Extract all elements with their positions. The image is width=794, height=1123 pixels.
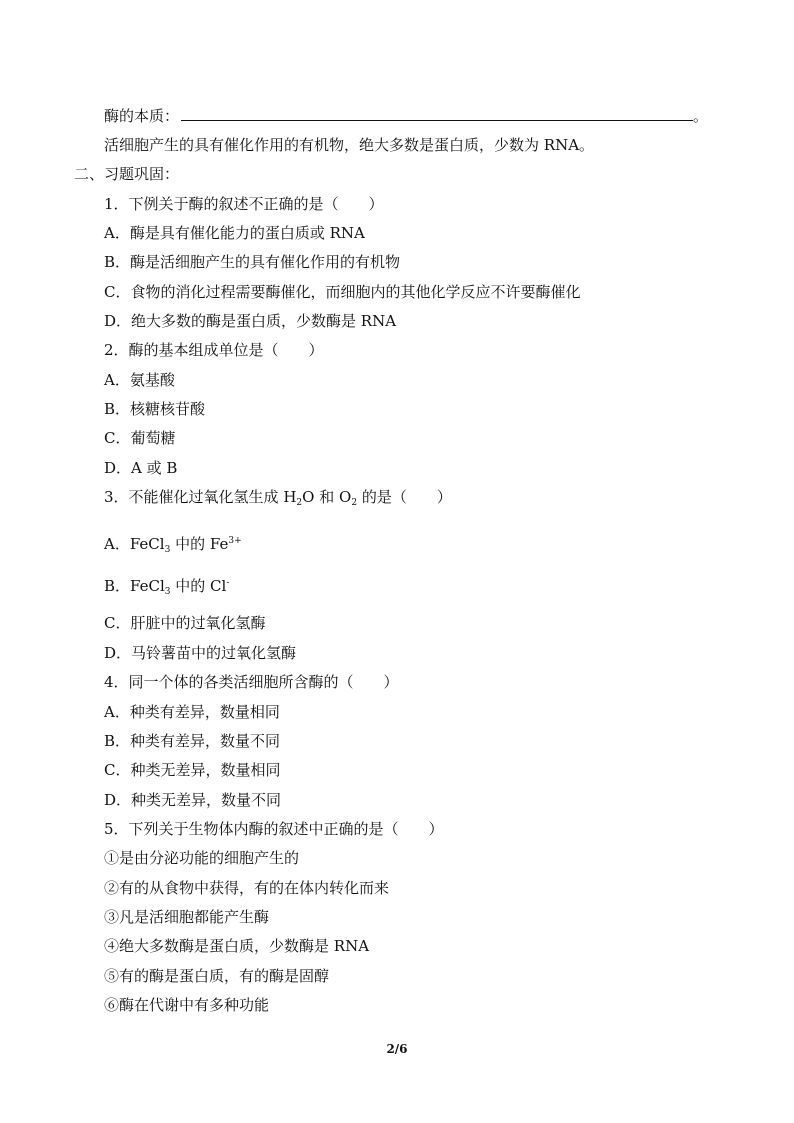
q3-h-sub: 2 <box>296 498 303 508</box>
q5-item: ①是由分泌功能的细胞产生的 <box>104 849 300 867</box>
q3-stem <box>104 487 452 513</box>
q4-option-a: A．种类有差异，数量相同 <box>104 703 280 721</box>
q3-option-d: D．马铃薯苗中的过氧化氢酶 <box>104 644 297 662</box>
page-number: 2/6 <box>386 1042 408 1056</box>
essence-end: 。 <box>693 107 709 125</box>
q3-a-sub: 3 <box>164 545 171 555</box>
q2-stem: 2．酶的基本组成单位是（ ） <box>104 341 324 359</box>
q5-stem: 5．下列关于生物体内酶的叙述中正确的是（ ） <box>104 820 444 838</box>
q3-a-mid: 中的 Fe <box>170 535 229 553</box>
q3-a-sup: 3+ <box>228 536 242 546</box>
q5-item: ②有的从食物中获得，有的在体内转化而来 <box>104 879 390 897</box>
q2-option-b: B．核糖核苷酸 <box>104 400 206 418</box>
q5-item: ⑤有的酶是蛋白质，有的酶是固醇 <box>104 967 330 985</box>
q3-option-a <box>104 531 242 560</box>
q4-option-c: C．种类无差异，数量相同 <box>104 761 281 779</box>
q2-option-a: A．氨基酸 <box>104 371 175 389</box>
q4-stem: 4．同一个体的各类活细胞所含酶的（ ） <box>104 673 399 691</box>
q3-b-sup: - <box>226 578 230 588</box>
q1-option-a: A．酶是具有催化能力的蛋白质或 RNA <box>104 224 365 242</box>
q5-item: ③凡是活细胞都能产生酶 <box>104 908 270 926</box>
q1-stem: 1．下例关于酶的叙述不正确的是（ ） <box>104 195 384 213</box>
q3-a-fecl: FeCl <box>129 535 165 553</box>
q3-h: H <box>283 488 297 506</box>
q1-option-d: D．绝大多数的酶是蛋白质，少数酶是 RNA <box>104 312 397 330</box>
q4-option-d: D．种类无差异，数量不同 <box>104 791 282 809</box>
q3-o2-sub: 2 <box>351 498 358 508</box>
essence-prompt <box>104 106 708 126</box>
q3-option-b <box>104 573 229 602</box>
q3-o: O <box>302 488 315 506</box>
q1-option-b: B．酶是活细胞产生的具有催化作用的有机物 <box>104 253 401 271</box>
q4-option-b: B．种类有差异，数量不同 <box>104 732 281 750</box>
q3-option-c: C．肝脏中的过氧化氢酶 <box>104 614 266 632</box>
q2-option-d: D．A 或 B <box>104 459 178 477</box>
section-title: 二、习题巩固： <box>74 165 180 183</box>
q3-mid: 和 <box>314 488 340 506</box>
answer-blank <box>181 106 693 121</box>
q3-b-mid: 中的 Cl <box>170 577 227 595</box>
q3-o2: O <box>339 488 352 506</box>
q3-b-fecl: FeCl <box>130 577 165 595</box>
essence-label: 酶的本质： <box>104 107 180 125</box>
q1-option-c: C．食物的消化过程需要酶催化，而细胞内的其他化学反应不许要酶催化 <box>104 283 581 301</box>
essence-answer: 活细胞产生的具有催化作用的有机物，绝大多数是蛋白质，少数为 RNA。 <box>104 136 595 154</box>
q3-a-pre: A． <box>104 535 130 553</box>
q5-item: ⑥酶在代谢中有多种功能 <box>104 996 270 1014</box>
q3-b-pre: B． <box>104 577 131 595</box>
q3-b-sub: 3 <box>164 587 171 597</box>
q3-stem-pre: 3．不能催化过氧化氢生成 <box>104 488 284 506</box>
q2-option-c: C．葡萄糖 <box>104 429 176 447</box>
q3-stem-post: 的是（ ） <box>357 488 452 506</box>
q5-item: ④绝大多数酶是蛋白质，少数酶是 RNA <box>104 937 370 955</box>
